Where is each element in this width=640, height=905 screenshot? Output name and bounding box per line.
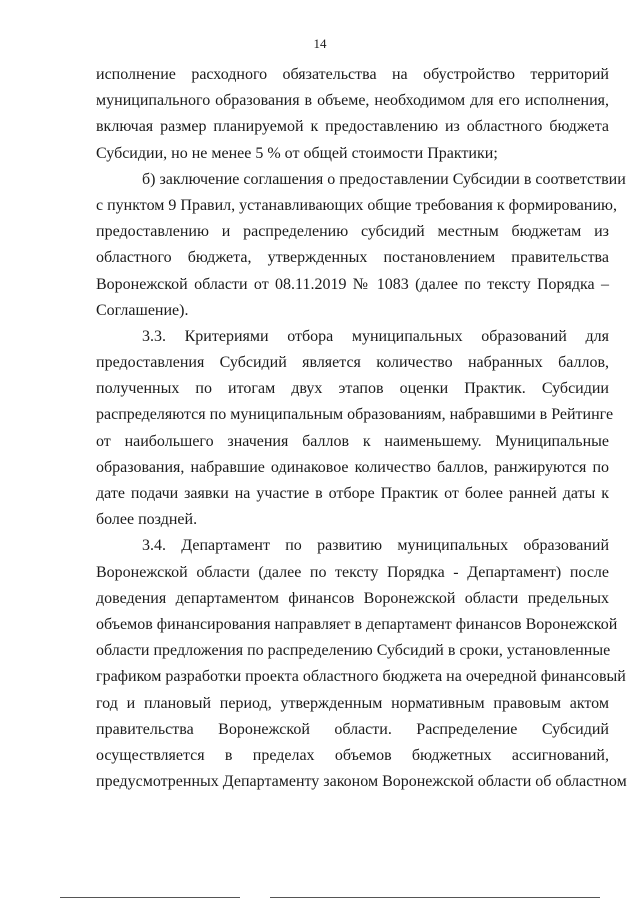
text-line: от наибольшего значения баллов к наименьшему. Муниципальные: [96, 432, 609, 450]
text-line: образования, набравшие одинаковое количество баллов, ранжируются по: [96, 458, 609, 476]
text-line: дате подачи заявки на участие в отборе Практик от более ранней даты к: [96, 485, 609, 502]
text-line: предусмотренных Департаменту законом Воронежской области об областном: [96, 773, 627, 791]
text-line: объемов финансирования направляет в департамент финансов Воронежской: [96, 615, 618, 633]
text-line: Воронежской области (далее по тексту Порядка - Департамент) после: [96, 563, 609, 581]
text-line: муниципального образования в объеме, необходимом для его исполнения,: [96, 92, 609, 110]
text-line: полученных по итогам двух этапов оценки Практик. Субсидии: [96, 380, 609, 398]
text-line: Соглашение).: [96, 301, 189, 319]
body-text: [96, 62, 627, 795]
text-line: исполнение расходного обязательства на обустройство территорий: [96, 66, 609, 83]
text-line: областного бюджета, утвержденных постановлением правительства: [96, 249, 609, 267]
text-line: б) заключение соглашения о предоставлении Субсидии в соответствии: [142, 170, 626, 188]
text-line: осуществляется в пределах объемов бюджетных ассигнований,: [96, 746, 609, 764]
text-line: более поздней.: [96, 511, 198, 529]
text-line: включая размер планируемой к предоставлению из областного бюджета: [96, 118, 609, 136]
text-line: предоставления Субсидий является количество набранных баллов,: [96, 354, 609, 372]
text-line: Субсидии, но не менее 5 % от общей стоимости Практики;: [96, 144, 498, 162]
footer-rule-right: [270, 897, 600, 898]
text-line: с пунктом 9 Правил, устанавливающих общие требования к формированию,: [96, 196, 617, 214]
text-line: 3.4. Департамент по развитию муниципальных образований: [142, 537, 609, 555]
text-line: 3.3. Критериями отбора муниципальных образований для: [142, 327, 609, 345]
text-line: распределяются по муниципальным образованиям, набравшими в Рейтинге: [96, 406, 614, 424]
footer-rule-left: [60, 897, 240, 898]
text-line: правительства Воронежской области. Распределение Субсидий: [96, 720, 609, 738]
text-line: графиком разработки проекта областного бюджета на очередной финансовый: [96, 668, 626, 686]
text-line: области предложения по распределению Субсидий в сроки, установленные: [96, 642, 611, 660]
text-line: год и плановый период, утвержденным нормативным правовым актом: [96, 694, 609, 712]
text-line: Воронежской области от 08.11.2019 № 1083 (далее по тексту Порядка –: [96, 275, 609, 293]
text-line: доведения департаментом финансов Воронежской области предельных: [96, 589, 609, 607]
text-line: предоставлению и распределению субсидий местным бюджетам из: [96, 223, 609, 241]
page-number: 14: [313, 36, 327, 51]
